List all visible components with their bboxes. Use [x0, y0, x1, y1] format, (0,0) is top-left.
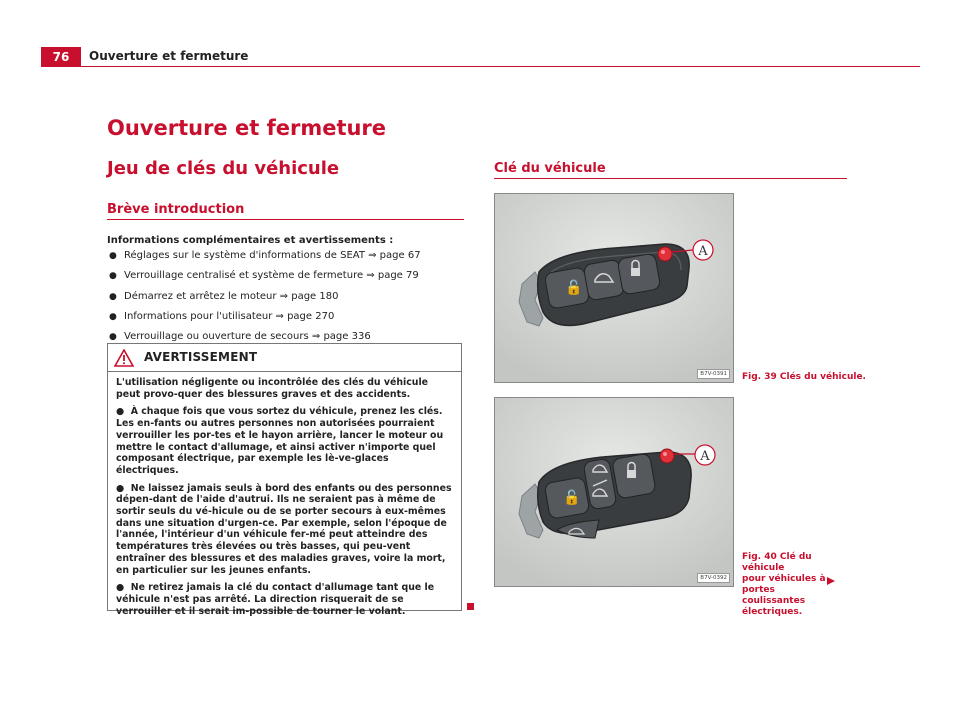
list-item: ● Informations pour l'utilisateur ⇒ page 270 [107, 311, 467, 323]
list-item: ● Démarrez et arrêtez le moteur ⇒ page 180 [107, 291, 467, 303]
intro-text: Informations complémentaires et avertissements : [107, 235, 394, 246]
figure-key-sliding-doors [494, 397, 734, 587]
section-title: Jeu de clés du véhicule [107, 158, 340, 179]
warning-box [107, 343, 462, 617]
caption-line: pour véhicules à portes [742, 574, 826, 595]
reference-list [107, 250, 467, 351]
warning-header [108, 344, 461, 372]
car-key-image [495, 194, 733, 382]
warning-title: AVERTISSEMENT [144, 350, 258, 364]
running-header: Ouverture et fermeture [89, 49, 249, 63]
page-number: 76 [41, 47, 81, 67]
warning-paragraph: L'utilisation négligente ou incontrôlée des clés du véhicule peut provo-quer des blessures graves et des accidents. [116, 377, 429, 400]
svg-text:🔓: 🔓 [563, 490, 581, 506]
warning-bullet: ● À chaque fois que vous sortez du véhicule, prenez les clés. Les en-fants ou autres personnes non autorisées pourraient verrouiller les por-tes et le hayon arrière, lancer le moteur ou mettre le contact d'allumage, et ainsi activer n'importe quel composant électrique, par exemple les lè-ve-glaces électriques. [116, 406, 453, 476]
warning-bullet: ● Ne retirez jamais la clé du contact d'allumage tant que le véhicule n'est pas arrêté. La direction risquerait de se verrouiller et il serait im-possible de tourner le volant. [116, 582, 453, 617]
caption-line: coulissantes électriques. [742, 596, 806, 617]
list-item: ● Réglages sur le système d'informations de SEAT ⇒ page 67 [107, 250, 467, 262]
warning-bullet: ● Ne laissez jamais seuls à bord des enfants ou des personnes dépen-dant de l'aide d'autrui. Ils ne seraient pas à même de sortir seuls du vé-hicule ou de se porter secours à eux-mêmes dans une situation d'urgen-ce. Par exemple, selon l'époque de l'année, l'intérieur d'un véhicule fer-mé peut atteindre des températures très élevées ou très basses, qui peu-vent entraîner des blessures et des maladies graves, voire la mort, en particulier sur les jeunes enfants. [116, 483, 453, 577]
subsection-title: Brève introduction [107, 202, 245, 217]
figure-code: B7V-0391 [697, 369, 730, 379]
figure-key [494, 193, 734, 383]
callout-label-a: A [698, 244, 708, 259]
caption-line: Fig. 40 Clé du véhicule [742, 552, 812, 573]
svg-text:🔓: 🔓 [565, 280, 583, 296]
warning-triangle-icon [114, 349, 134, 367]
section-end-marker [467, 603, 474, 610]
car-key-sliding-doors-image [495, 398, 733, 586]
subsection-rule [107, 219, 464, 220]
section-rule-key [494, 178, 847, 179]
callout-label-a: A [700, 449, 710, 464]
list-item: ● Verrouillage ou ouverture de secours ⇒ page 336 [107, 331, 467, 343]
section-title-key: Clé du véhicule [494, 161, 606, 176]
chapter-title: Ouverture et fermeture [107, 116, 387, 140]
figure-caption: Fig. 39 Clés du véhicule. [742, 372, 866, 382]
header-rule [41, 66, 920, 67]
continue-arrow-icon [826, 576, 836, 586]
list-item: ● Verrouillage centralisé et système de fermeture ⇒ page 79 [107, 270, 467, 282]
figure-code: B7V-0392 [697, 573, 730, 583]
warning-body [108, 372, 461, 617]
